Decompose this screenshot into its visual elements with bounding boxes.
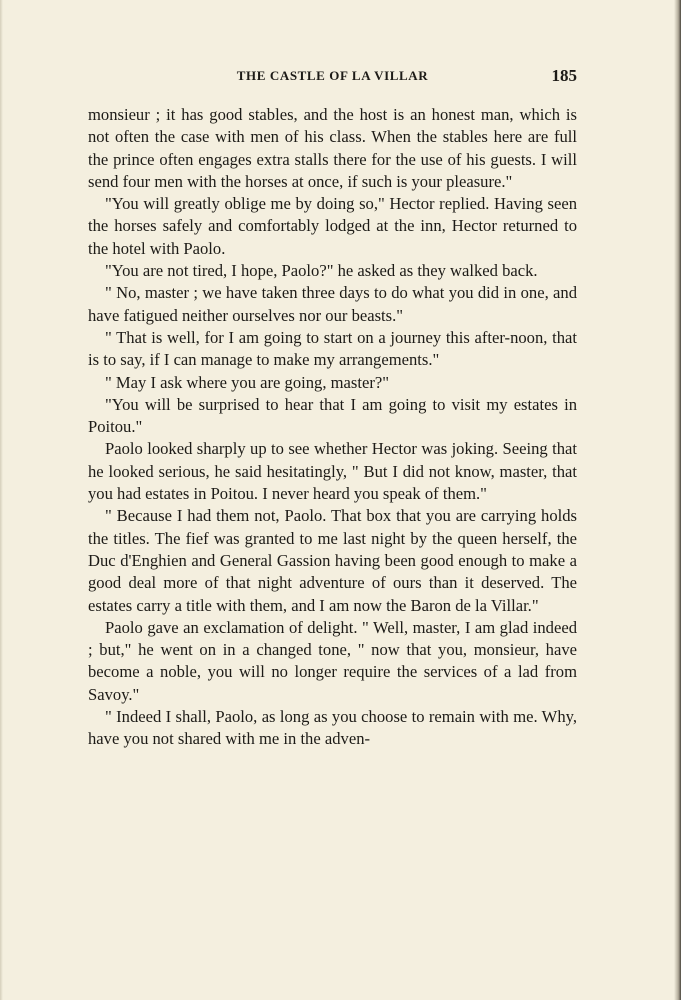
paragraph: " That is well, for I am going to start on a journey this after-noon, that is to say, if I can manage to make my arrangements." [88, 327, 577, 370]
paragraph: monsieur ; it has good stables, and the host is an honest man, which is not often the case with men of his class. When the stables here are full the prince often engages extra stalls there for the use of his guests. I will send four men with the horses at once, if such is your pleasure." [88, 105, 577, 191]
paragraph: " May I ask where you are going, master?" [105, 372, 390, 392]
page-edge-left [0, 0, 3, 1000]
running-head [88, 66, 577, 86]
paragraph: "You will be surprised to hear that I am going to visit my estates in Poitou." [88, 394, 577, 437]
running-title: THE CASTLE OF LA VILLAR [236, 68, 429, 83]
body-text [88, 104, 577, 751]
paragraph: Paolo looked sharply up to see whether Hector was joking. Seeing that he looked serious, he said hesitatingly, " But I did not know, master, that you had estates in Poitou. I never heard you speak of them." [88, 439, 577, 504]
paragraph: " Because I had them not, Paolo. That box that you are carrying holds the titles. The fief was granted to me last night by the queen herself, the Duc d'Enghien and General Gassion having been good enough to make a good deal more of that night adventure of ours than it deserved. The estates carry a title with them, and I am now the Baron de la Villar." [88, 506, 577, 615]
paragraph: Paolo gave an exclamation of delight. " Well, master, I am glad indeed ; but," he went on in a changed tone, " now that you, monsieur, have become a noble, you will no longer require the services of a lad from Savoy." [88, 617, 577, 704]
paragraph: "You are not tired, I hope, Paolo?" he asked as they walked back. [105, 261, 538, 281]
page-number: 185 [551, 66, 577, 85]
paragraph: " Indeed I shall, Paolo, as long as you choose to remain with me. Why, have you not shared with me in the adven- [88, 707, 577, 749]
page-edge-right [674, 0, 681, 1000]
paragraph: "You will greatly oblige me by doing so," Hector replied. Having seen the horses safely and comfortably lodged at the inn, Hector returned to the hotel with Paolo. [88, 194, 577, 258]
paragraph: " No, master ; we have taken three days to do what you did in one, and have fatigued neither ourselves nor our beasts." [88, 283, 577, 325]
